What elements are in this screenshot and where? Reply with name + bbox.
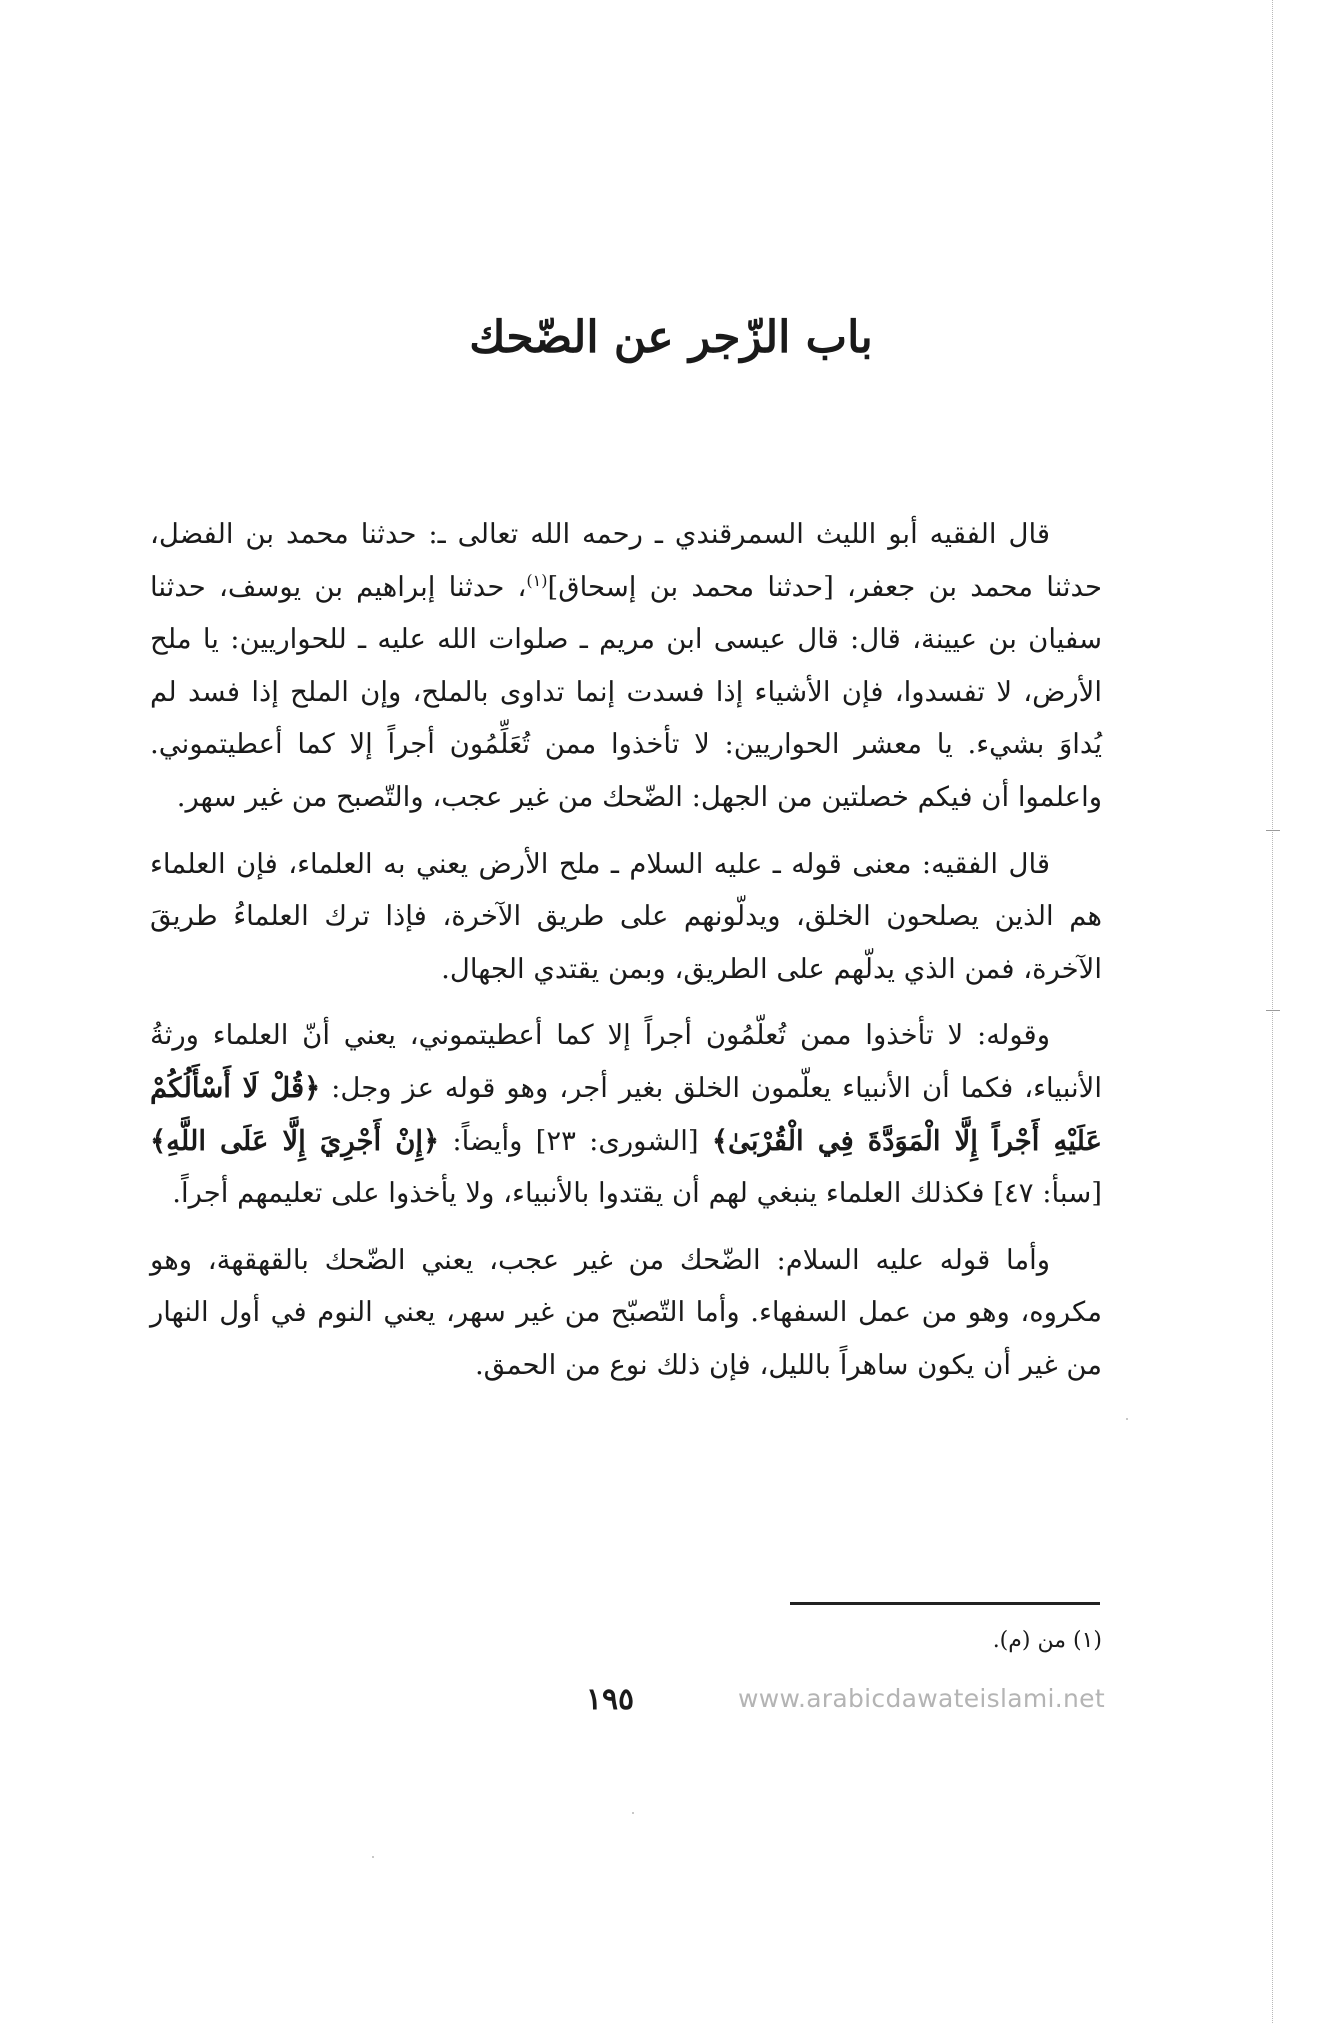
body-text bbox=[150, 508, 1102, 1406]
footnote: (١) من (م). bbox=[992, 1628, 1102, 1653]
scan-edge-tick bbox=[1266, 1010, 1280, 1011]
scan-speck bbox=[372, 1856, 374, 1858]
page-number: ١٩٥ bbox=[585, 1682, 635, 1717]
paragraph-1 bbox=[150, 508, 1102, 824]
paragraph-2: قال الفقيه: معنى قوله ـ عليه السلام ـ ملح الأرض يعني به العلماء، فإن العلماء هم الذين يصلحون الخلق، ويدلّونهم على طريق الآخرة، فإذا ترك العلماءُ طريقَ الآخرة، فمن الذي يدلّهم على الطريق، وبمن يقتدي الجهال. bbox=[150, 847, 1102, 985]
paragraph-3-text-a: وقوله: لا تأخذوا ممن تُعلّمُون أجراً إلا كما أعطيتموني، يعني أنّ العلماء ورثةُ الأنبياء، فكما أن الأنبياء يعلّمون الخلق بغير أجر، وهو قوله عز وجل: bbox=[150, 1019, 1102, 1104]
paragraph-3-text-b: [الشورى: ٢٣] وأيضاً: bbox=[439, 1124, 712, 1157]
scan-speck bbox=[1126, 1418, 1128, 1420]
paragraph-1-text-before-note: قال الفقيه أبو الليث السمرقندي ـ رحمه الله تعالى ـ: حدثنا محمد بن الفضل، حدثنا محمد بن جعفر، [حدثنا محمد بن إسحاق] bbox=[150, 518, 1102, 603]
paragraph-3-text-c: [سبأ: ٤٧] فكذلك العلماء ينبغي لهم أن يقتدوا بالأنبياء، ولا يأخذوا على تعليمهم أجراً. bbox=[172, 1177, 1102, 1210]
paragraph-1-text-after-note: ، حدثنا إبراهيم بن يوسف، حدثنا سفيان بن عيينة، قال: قال عيسى ابن مريم ـ صلوات الله عليه ـ للحواريين: يا ملح الأرض، لا تفسدوا، فإن الأشياء إذا فسدت إنما تداوى بالملح، وإن الملح إذا فسد لم يُداوَ بشيء. يا معشر الحواريين: لا تأخذوا ممن تُعَلِّمُون أجراً إلا كما أعطيتموني. واعلموا أن فيكم خصلتين من الجهل: الضّحك من غير عجب، والتّصبح من غير سهر. bbox=[150, 570, 1102, 813]
quran-verse-shura: ﴿قُلْ لَا أَسْأَلُكُمْ عَلَيْهِ أَجْراً إِلَّا الْمَوَدَّةَ فِي الْقُرْبَىٰ﴾ bbox=[150, 1071, 1103, 1157]
paragraph-4: وأما قوله عليه السلام: الضّحك من غير عجب، يعني الضّحك بالقهقهة، وهو مكروه، وهو من عمل السفهاء. وأما التّصبّح من غير سهر، يعني النوم في أول النهار من غير أن يكون ساهراً بالليل، فإن ذلك نوع من الحمق. bbox=[150, 1243, 1102, 1381]
scan-edge-tick bbox=[1266, 830, 1280, 831]
quran-verse-saba: ﴿إِنْ أَجْرِيَ إِلَّا عَلَى اللَّهِ﴾ bbox=[150, 1124, 440, 1157]
paragraph-3 bbox=[150, 1009, 1102, 1219]
watermark-url: www.arabicdawateislami.net bbox=[738, 1684, 1105, 1713]
footnote-divider bbox=[790, 1602, 1100, 1605]
chapter-title: باب الزّجر عن الضّحك bbox=[469, 312, 873, 363]
footnote-reference: (١) bbox=[526, 570, 548, 590]
scan-speck bbox=[632, 1812, 634, 1814]
scan-edge-line bbox=[1272, 0, 1273, 2023]
